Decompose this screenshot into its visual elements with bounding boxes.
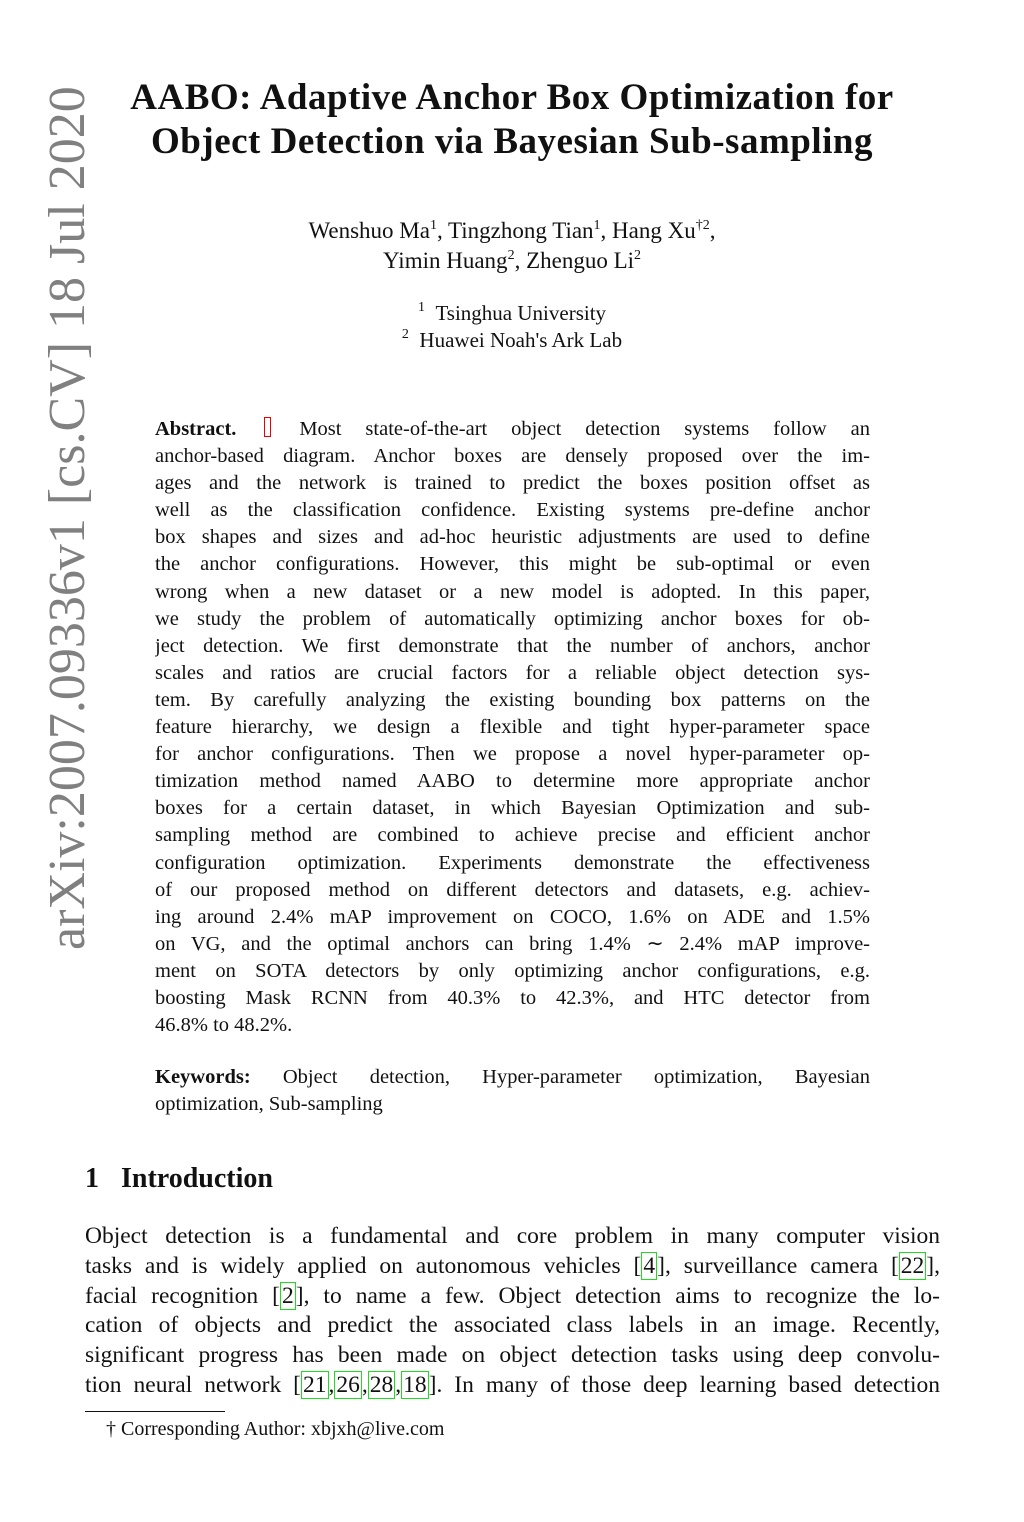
abstract-line: the anchor configurations. However, this might be sub-optimal or even (155, 553, 870, 576)
arxiv-identifier[interactable]: arXiv:2007.09336v1 [cs.CV] 18 Jul 2020 (39, 86, 96, 950)
citation-link[interactable]: 4 (643, 1252, 656, 1279)
affil-mark: 2 (507, 248, 515, 263)
intro-line (85, 1371, 940, 1401)
abstract-line: wrong when a new dataset or a new model is adopted. In this paper, (155, 580, 870, 603)
intro-text: tion neural network [ (85, 1371, 301, 1398)
authors (0, 216, 1024, 276)
author-name: Tingzhong Tian (448, 218, 594, 243)
footnote-rule (85, 1411, 225, 1412)
intro-text: ], (926, 1252, 940, 1279)
abstract-line: of our proposed method on different detectors and datasets, e.g. achiev- (155, 878, 870, 901)
link-box[interactable] (264, 417, 271, 437)
section-title: Introduction (121, 1163, 273, 1194)
footnote: † Corresponding Author: xbjxh@live.com (106, 1418, 445, 1440)
abstract-line: anchor-based diagram. Anchor boxes are densely proposed over the im- (155, 445, 870, 468)
abstract-label: Abstract. (155, 418, 237, 440)
citation-link[interactable]: 22 (900, 1252, 925, 1279)
intro-line (85, 1222, 940, 1252)
section-heading (85, 1163, 273, 1195)
intro-text: cation of objects and predict the associated class labels in an image. Recently, (85, 1312, 940, 1339)
affiliations (0, 300, 1024, 354)
affiliation-name: Tsinghua University (435, 301, 607, 325)
abstract-line: box shapes and sizes and ad-hoc heuristic adjustments are used to define (155, 526, 870, 549)
title-line: Object Detection via Bayesian Sub-sampling (151, 121, 873, 162)
section-number: 1 (85, 1163, 99, 1194)
abstract-line: tem. By carefully analyzing the existing bounding box patterns on the (155, 688, 870, 711)
abstract-line: ages and the network is trained to predict the boxes position offset as (155, 472, 870, 495)
affiliation (0, 300, 1024, 327)
affil-mark: †2 (695, 218, 710, 233)
intro-text: , (395, 1371, 402, 1398)
abstract-line: configuration optimization. Experiments demonstrate the effectiveness (155, 851, 870, 874)
affil-mark: 1 (417, 300, 425, 315)
intro-text: ], to name a few. Object detection aims to recognize the lo- (295, 1282, 940, 1309)
introduction-paragraph (85, 1222, 940, 1401)
abstract-line: on VG, and the optimal anchors can bring 1.4% ∼ 2.4% mAP improve- (155, 932, 870, 955)
keywords-text: Object detection, Hyper-parameter optimization, Bayesian (282, 1066, 870, 1088)
keywords (155, 1064, 870, 1118)
author-line: Yimin Huang$^2$, Zhenguo Li$^2$ (382, 248, 642, 273)
affil-mark: 1 (429, 218, 437, 233)
affiliation-name: Huawei Noah's Ark Lab (419, 328, 623, 352)
author-name: Hang Xu (612, 218, 696, 243)
abstract-line (155, 416, 870, 443)
abstract-line: ject detection. We first demonstrate that the number of anchors, anchor (155, 634, 870, 657)
keywords-line (155, 1064, 870, 1091)
abstract-line: feature hierarchy, we design a flexible and tight hyper-parameter space (155, 716, 870, 739)
abstract-line: boosting Mask RCNN from 40.3% to 42.3%, and HTC detector from (155, 986, 870, 1009)
intro-line (85, 1311, 940, 1341)
abstract-line: scales and ratios are crucial factors for a reliable object detection sys- (155, 661, 870, 684)
abstract-line: 46.8% to 48.2%. (155, 1014, 293, 1037)
intro-text: facial recognition [ (85, 1282, 280, 1309)
intro-text: ]. In many of those deep learning based detection (428, 1371, 940, 1398)
abstract-line: sampling method are combined to achieve precise and efficient anchor (155, 824, 870, 847)
abstract-line: for anchor configurations. Then we propose a novel hyper-parameter op- (155, 743, 870, 766)
abstract (155, 416, 870, 1039)
intro-line (85, 1252, 940, 1282)
abstract-line: timization method named AABO to determine more appropriate anchor (155, 770, 870, 793)
keywords-label: Keywords: (155, 1066, 251, 1088)
citation-link[interactable]: 26 (336, 1371, 360, 1398)
author-line: Wenshuo Ma$^1$, Tingzhong Tian$^1$, Hang Xu$^{\dagger 2}$, (308, 218, 716, 243)
intro-text: , (328, 1371, 335, 1398)
intro-text: ], surveillance camera [ (657, 1252, 899, 1279)
affil-mark: 1 (593, 218, 601, 233)
citation-link[interactable]: 2 (282, 1282, 294, 1309)
author-name: Yimin Huang (382, 248, 508, 273)
intro-text: , (361, 1371, 368, 1398)
abstract-line: boxes for a certain dataset, in which Bayesian Optimization and sub- (155, 797, 870, 820)
citation-link[interactable]: 21 (303, 1371, 327, 1398)
author-name: Wenshuo Ma (308, 218, 430, 243)
affil-mark: 2 (401, 327, 409, 342)
affiliation (0, 327, 1024, 354)
affil-mark: 2 (634, 248, 642, 263)
intro-text: significant progress has been made on object detection tasks using deep convolu- (85, 1342, 940, 1369)
abstract-line: ment on SOTA detectors by only optimizing anchor configurations, e.g. (155, 959, 870, 982)
intro-line (85, 1341, 940, 1371)
paper-title (0, 76, 1024, 164)
citation-link[interactable]: 28 (369, 1371, 394, 1398)
intro-text: tasks and is widely applied on autonomous vehicles [ (85, 1252, 642, 1279)
abstract-line: we study the problem of automatically optimizing anchor boxes for ob- (155, 607, 870, 630)
abstract-line: well as the classification confidence. Existing systems pre-define anchor (155, 499, 870, 522)
citation-link[interactable]: 18 (403, 1371, 427, 1398)
abstract-line: ing around 2.4% mAP improvement on COCO, 1.6% on ADE and 1.5% (155, 905, 870, 928)
keywords-line: optimization, Sub-sampling (155, 1093, 383, 1116)
title-line: AABO: Adaptive Anchor Box Optimization for (130, 77, 894, 118)
intro-line (85, 1282, 940, 1312)
abstract-text: Most state-of-the-art object detection systems follow an (299, 418, 870, 440)
author-name: Zhenguo Li (526, 248, 635, 273)
intro-text: Object detection is a fundamental and core problem in many computer vision (85, 1223, 940, 1249)
